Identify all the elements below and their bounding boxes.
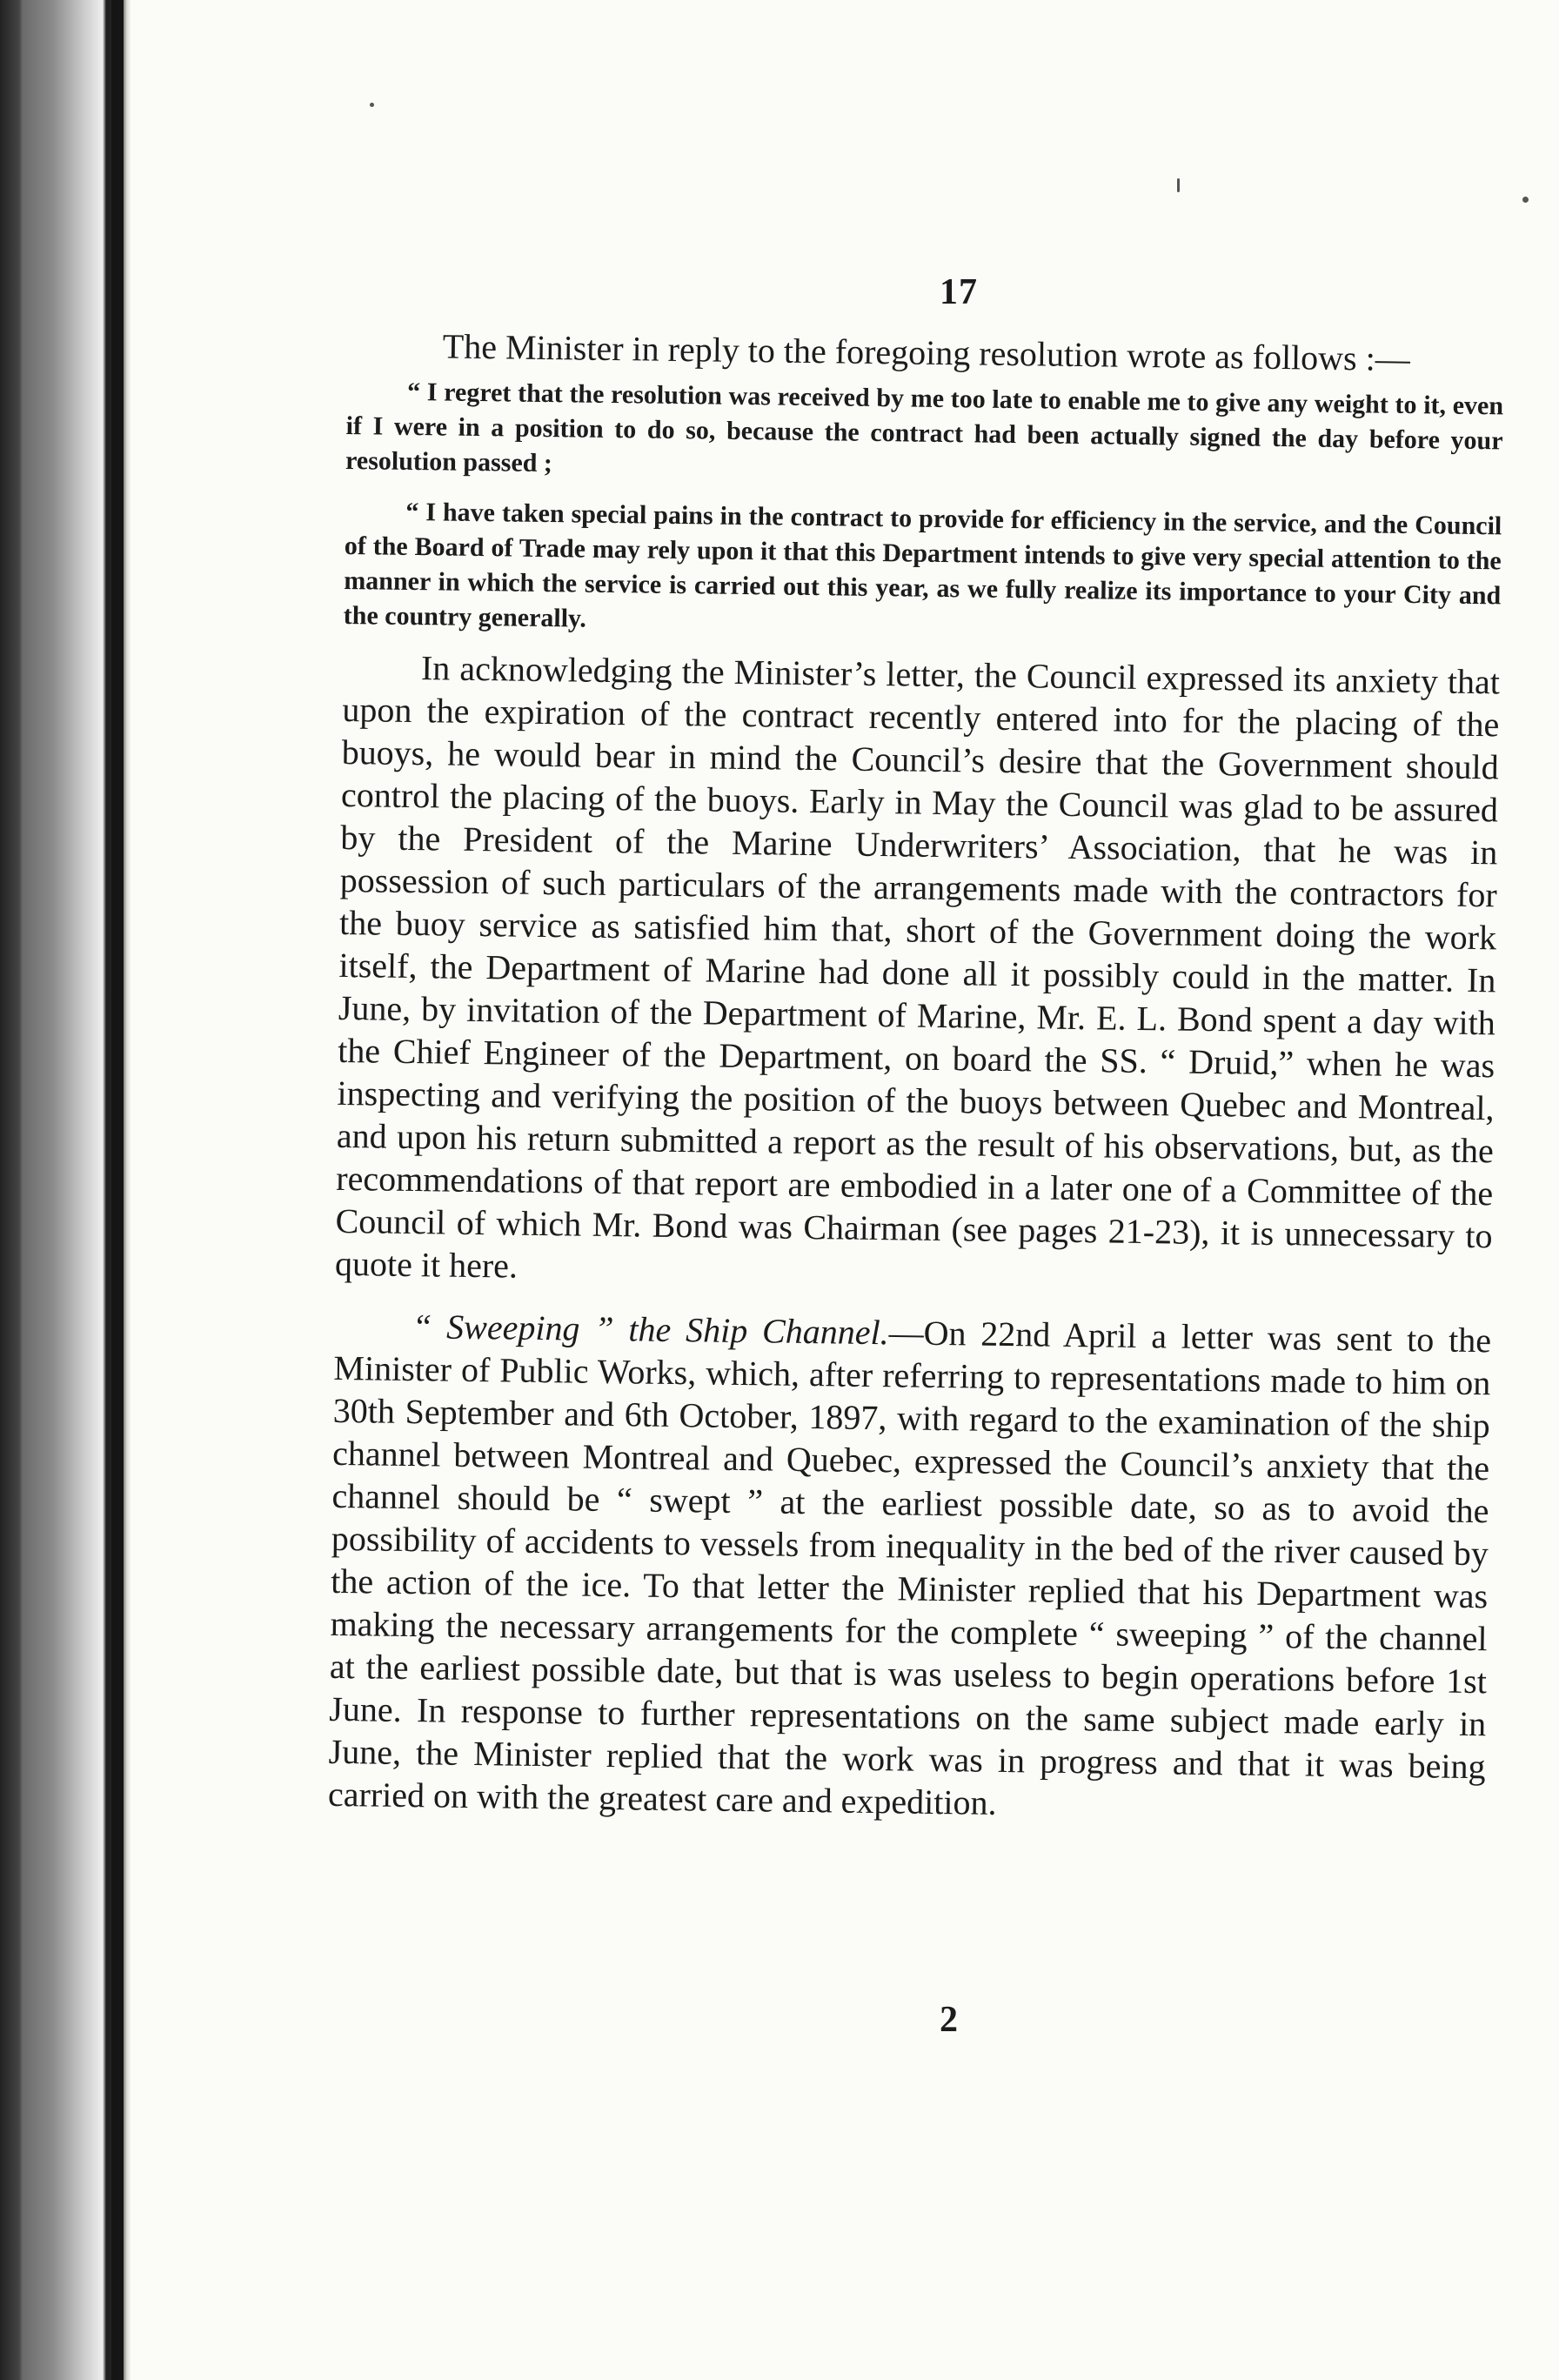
dust-speck	[370, 103, 374, 107]
dust-speck	[1522, 197, 1529, 203]
section-body: —On 22nd April a letter was sent to the Minister of Public Works, which, after referring to representations made to him on 30th September and 6th October, 1897, with regard to the examination of the ship channel between Montreal and Quebec, expressed the Council’s anxiety that the channel should be “ swept ” at the earliest possible date, so as to avoid the possibility of accidents to vessels from inequality in the bed of the river caused by the action of the ice. To that letter the Minister replied that his Department was making the necessary arrangements for the complete “ sweeping ” of the channel at the earliest possible date, but that is was useless to begin operations before 1st June. In response to further representations on the same subject made early in June, the Minister replied that the work was in progress and that it was being carried on with the greatest care and expedition.	[327, 1313, 1492, 1822]
body-text	[328, 270, 1505, 1830]
signature-mark: 2	[940, 2000, 958, 2040]
page-number: 17	[940, 272, 978, 312]
quoted-letter-paragraph-2: “ I have taken special pains in the contract to provide for efficiency in the service, and the Council of the Board of Trade may rely upon it that this Department intends to give very special attention to the manner in which the service is carried out this year, as we fully realize its importance to your City and the country generally.	[343, 497, 1502, 633]
intro-line: The Minister in reply to the foregoing resolution wrote as follows :—	[442, 326, 1411, 378]
page-edge-shadow	[111, 0, 124, 2380]
paragraph-sweeping-channel	[328, 1304, 1492, 1830]
section-heading: “ Sweeping ” the Ship Channel.	[411, 1307, 889, 1353]
quoted-letter-paragraph-1: “ I regret that the resolution was received by me too late to enable me to give any weight to it, even if I were in a position to do so, because the contract had been actually signed the day before your resolution passed ;	[345, 377, 1504, 478]
paragraph-ministers-letter: In acknowledging the Minister’s letter, the Council expressed its anxiety that upon the expiration of the contract recently entered into for the placing of the buoys, he would bear in mind the Council’s desire that the Government should control the placing of the buoys. Early in May the Council was glad to be assured by the President of the Marine Underwriters’ Association, that he was in possession of such particulars of the arrangements made with the contractors for the buoy service as satisfied him that, short of the Government doing the work itself, the Department of Marine had done all it possibly could in the matter. In June, by invitation of the Department of Marine, Mr. E. L. Bond spent a day with the Chief Engineer of the Department, on board the SS. “ Druid,” when he was inspecting and verifying the position of the buoys between Quebec and Montreal, and upon his return submitted a report as the result of his observations, but, as the recommendations of that report are embodied in a later one of a Committee of the Council of which Mr. Bond was Chairman (see pages 21-23), it is unnecessary to quote it here.	[334, 648, 1501, 1286]
dust-speck	[1177, 178, 1180, 192]
scanned-page	[130, 0, 1559, 2380]
